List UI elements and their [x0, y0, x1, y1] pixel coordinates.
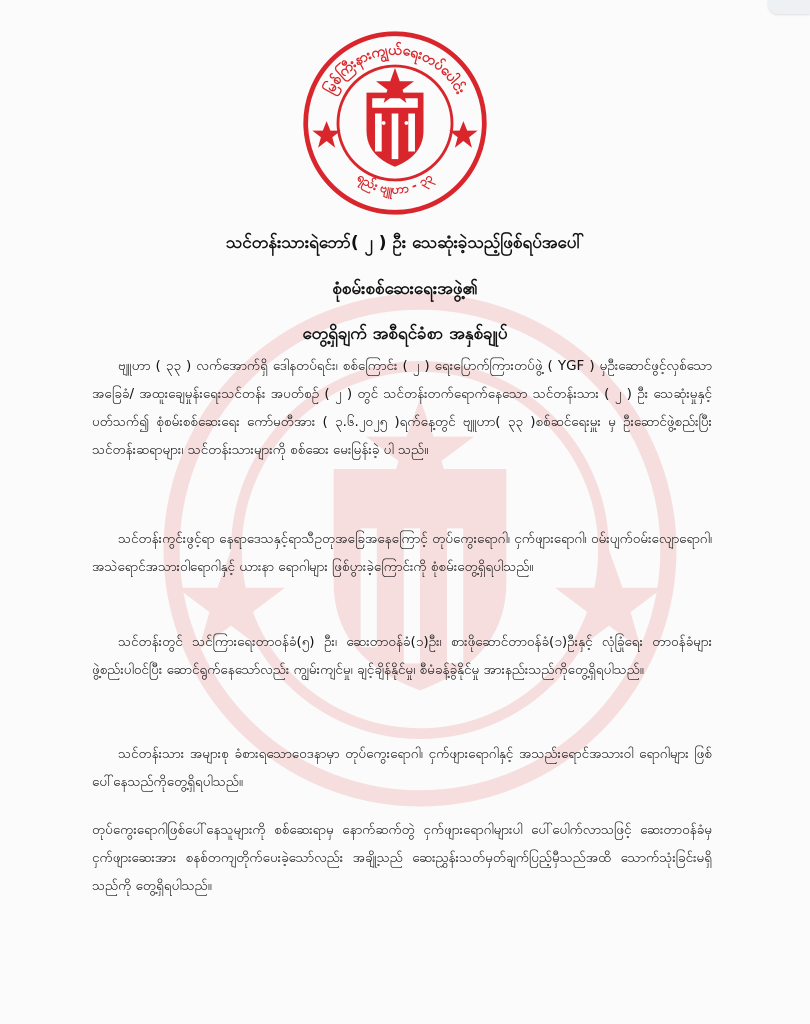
- logo-ring-text-bottom: ရည်း ဗျူဟာ - ၃၃: [354, 170, 436, 197]
- report-title-line-3: တွေ့ရှိချက် အစီရင်ခံစာ အနှစ်ချုပ်: [302, 324, 508, 344]
- corner-tab[interactable]: [768, 0, 810, 14]
- svg-text:ရည်း ဗျူဟာ - ၃၃: [351, 170, 437, 201]
- paragraph-1: ဗျူဟာ ( ၃၃ ) လက်အောက်ရှိ ဒေါနတပ်ရင်း၊ စစ်ကြောင်း ( ၂ ) ရေးပြောက်ကြားတပ်ဖွဲ့ ( YGF ) မှဦးဆောင်ဖွင့်လှစ်သော အခြေခံ/ အထူးချေမှုန်းရေးသင်တန်း အပတ်စဉ် ( ၂ ) တွင် သင်တန်းတက်ရောက်နေသော သင်တန်းသား ( ၂ ) ဦး သေဆုံးမှုနှင့်ပတ်သက်၍ စုံစမ်းစစ်ဆေးရေး ကော်မတီအား ( ၃.၆.၂၀၂၅ )ရက်နေ့တွင် ဗျူဟာ( ၃၃ )စစ်ဆင်ရေးမှူး မှ ဦးဆောင်ဖွဲ့စည်းပြီး သင်တန်းဆရာများ၊ သင်တန်းသားများကို စစ်ဆေး မေးမြန်းခဲ့ ပါ သည်။: [92, 358, 712, 458]
- organization-logo: [300, 28, 490, 218]
- star-icon: [449, 121, 478, 148]
- paragraph-5: တုပ်ကွေးရောဂါဖြစ်ပေါ်နေသူများကို စစ်ဆေးရာမှ နောက်ဆက်တွဲ ငှက်ဖျားရောဂါများပါ ပေါ်ပေါက်လာသဖြင့် ဆေးတာဝန်ခံမှ ငှက်ဖျားဆေးအား စနစ်တကျတိုက်ပေးခဲ့သော်လည်း အချို့သည် ဆေးညွှန်းသတ်မှတ်ချက်ပြည့်မှီသည်အထိ သောက်သုံးခြင်းမရှိသည်ကို တွေ့ရှိရပါသည်။: [92, 822, 712, 894]
- report-title-line-1: သင်တန်းသားရဲဘော်( ၂ ) ဦး သေဆုံးခဲ့သည့်ဖြစ်ရပ်အပေါ်: [225, 233, 585, 253]
- report-title-line-2: စုံစမ်းစစ်ဆေးရေးအဖွဲ့၏: [332, 279, 478, 299]
- paragraph-3: သင်တန်းတွင် သင်ကြားရေးတာဝန်ခံ(၅) ဦး၊ ဆေးတာဝန်ခံ(၁)ဦး၊ စားဖိုဆောင်တာဝန်ခံ(၁)ဦးနှင့် လုံခြုံရေး တာဝန်ခံများဖွဲ့စည်းပါဝင်ပြီး ဆောင်ရွက်နေသော်လည်း ကျွမ်းကျင်မှု၊ ချင့်ချိန်နိုင်မှု၊ စီမံခန့်ခွဲနိုင်မှု အားနည်းသည်ကိုတွေ့ရှိရပါသည်။: [92, 634, 712, 678]
- paragraph-2: သင်တန်းကွင်းဖွင့်ရာ နေရာဒေသနှင့်ရာသီဥတုအခြေအနေကြောင့် တုပ်ကွေးရောဂါ၊ ငှက်ဖျားရောဂါ၊ ဝမ်းပျက်ဝမ်းလျောရောဂါ၊ အသဲရောင်အသားဝါရောဂါနှင့် ယားနာ ရောဂါများ ဖြစ်ပွားခဲ့ကြောင်းကို စုံစမ်းတွေ့ရှိရပါသည်။: [92, 531, 712, 575]
- paragraph-4: သင်တန်းသား အများစု ခံစားရသောဝေဒနာမှာ တုပ်ကွေးရောဂါ၊ ငှက်ဖျားရောဂါနှင့် အသည်းရောင်အသားဝါ ရောဂါများ ဖြစ်ပေါ်နေသည်ကိုတွေ့ရှိရပါသည်။: [92, 746, 712, 790]
- star-icon: [312, 121, 341, 148]
- logo-ring-text-top: မြစ်ကြီးနားကျွယ်ရေးတပ်ပေါင်း: [321, 42, 469, 97]
